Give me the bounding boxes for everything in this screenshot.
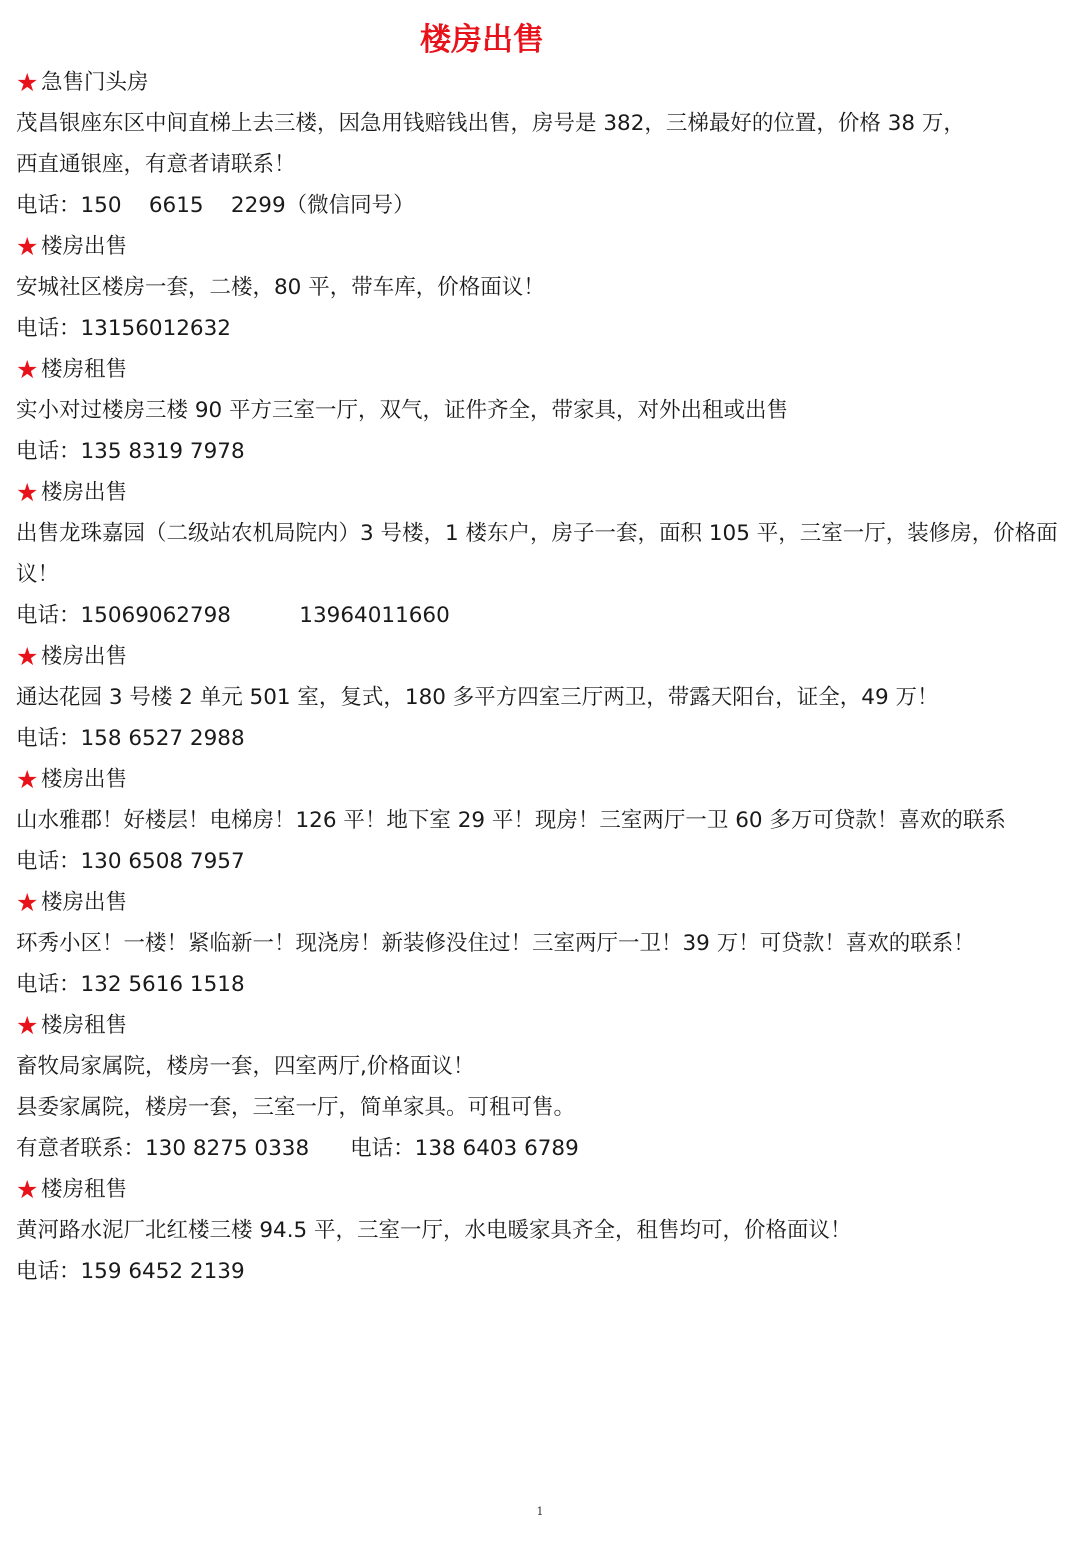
listings-list: [16, 62, 1070, 1292]
listing-contact: 电话：150 6615 2299（微信同号）: [16, 193, 415, 218]
listing-description: 实小对过楼房三楼 90 平方三室一厅，双气，证件齐全，带家具，对外出租或出售: [16, 398, 789, 423]
listing-contact: 电话：15069062798 13964011660: [16, 603, 450, 628]
listing-heading-text: 楼房租售: [41, 1177, 128, 1202]
listing-heading: [16, 636, 1070, 677]
listing-heading: [16, 472, 1070, 513]
listing-heading: [16, 1005, 1070, 1046]
listing-heading-text: 楼房出售: [41, 890, 128, 915]
listing-description: 西直通银座，有意者请联系！: [16, 152, 296, 177]
listing-heading: [16, 226, 1070, 267]
listing-heading-text: 急售门头房: [41, 70, 149, 95]
listing-heading-text: 楼房出售: [41, 644, 128, 669]
listing-heading-text: 楼房租售: [41, 357, 128, 382]
listing-heading: [16, 759, 1070, 800]
listing-description: 通达花园 3 号楼 2 单元 501 室，复式，180 多平方四室三厅两卫，带露天阳台，证全，49 万！: [16, 685, 939, 710]
listing-contact: 电话：13156012632: [16, 316, 231, 341]
star-icon: ★: [16, 478, 39, 507]
star-icon: ★: [16, 1175, 39, 1204]
star-icon: ★: [16, 765, 39, 794]
listing-heading-text: 楼房出售: [41, 767, 128, 792]
star-icon: ★: [16, 642, 39, 671]
listing-heading: [16, 349, 1070, 390]
listing-description: 环秀小区！一楼！紧临新一！现浇房！新装修没住过！三室两厅一卫！39 万！可贷款！喜欢的联系！: [16, 931, 975, 956]
listing-heading: [16, 882, 1070, 923]
page-number: 1: [536, 1505, 544, 1518]
listing-contact: 电话：132 5616 1518: [16, 972, 245, 997]
star-icon: ★: [16, 232, 39, 261]
listing-description: 茂昌银座东区中间直梯上去三楼，因急用钱赔钱出售，房号是 382，三梯最好的位置，价格 38 万，: [16, 111, 965, 136]
star-icon: ★: [16, 888, 39, 917]
listing-heading: [16, 62, 1070, 103]
star-icon: ★: [16, 1011, 39, 1040]
listing-contact: 电话：130 6508 7957: [16, 849, 245, 874]
listing-contact: 电话：159 6452 2139: [16, 1259, 245, 1284]
listing-heading-text: 楼房租售: [41, 1013, 128, 1038]
listing-description: 县委家属院，楼房一套，三室一厅，简单家具。可租可售。: [16, 1095, 576, 1120]
listing-contact: 电话：158 6527 2988: [16, 726, 245, 751]
star-icon: ★: [16, 68, 39, 97]
listing-contact: 有意者联系：130 8275 0338 电话：138 6403 6789: [16, 1136, 579, 1161]
listing-heading: [16, 1169, 1070, 1210]
listing-description: 畜牧局家属院，楼房一套，四室两厅,价格面议！: [16, 1054, 475, 1079]
star-icon: ★: [16, 355, 39, 384]
listing-description: 出售龙珠嘉园（二级站农机局院内）3 号楼，1 楼东户，房子一套，面积 105 平，三室一厅，装修房，价格面议！: [16, 521, 1058, 587]
page-title: 楼房出售: [420, 22, 544, 58]
listing-contact: 电话：135 8319 7978: [16, 439, 245, 464]
listing-description: 黄河路水泥厂北红楼三楼 94.5 平，三室一厅，水电暖家具齐全，租售均可，价格面议！: [16, 1218, 852, 1243]
listing-description: 安城社区楼房一套，二楼，80 平，带车库，价格面议！: [16, 275, 545, 300]
listing-description: 山水雅郡！好楼层！电梯房！126 平！地下室 29 平！现房！三室两厅一卫 60 多万可贷款！喜欢的联系: [16, 808, 1006, 833]
listing-heading-text: 楼房出售: [41, 234, 128, 259]
listing-heading-text: 楼房出售: [41, 480, 128, 505]
